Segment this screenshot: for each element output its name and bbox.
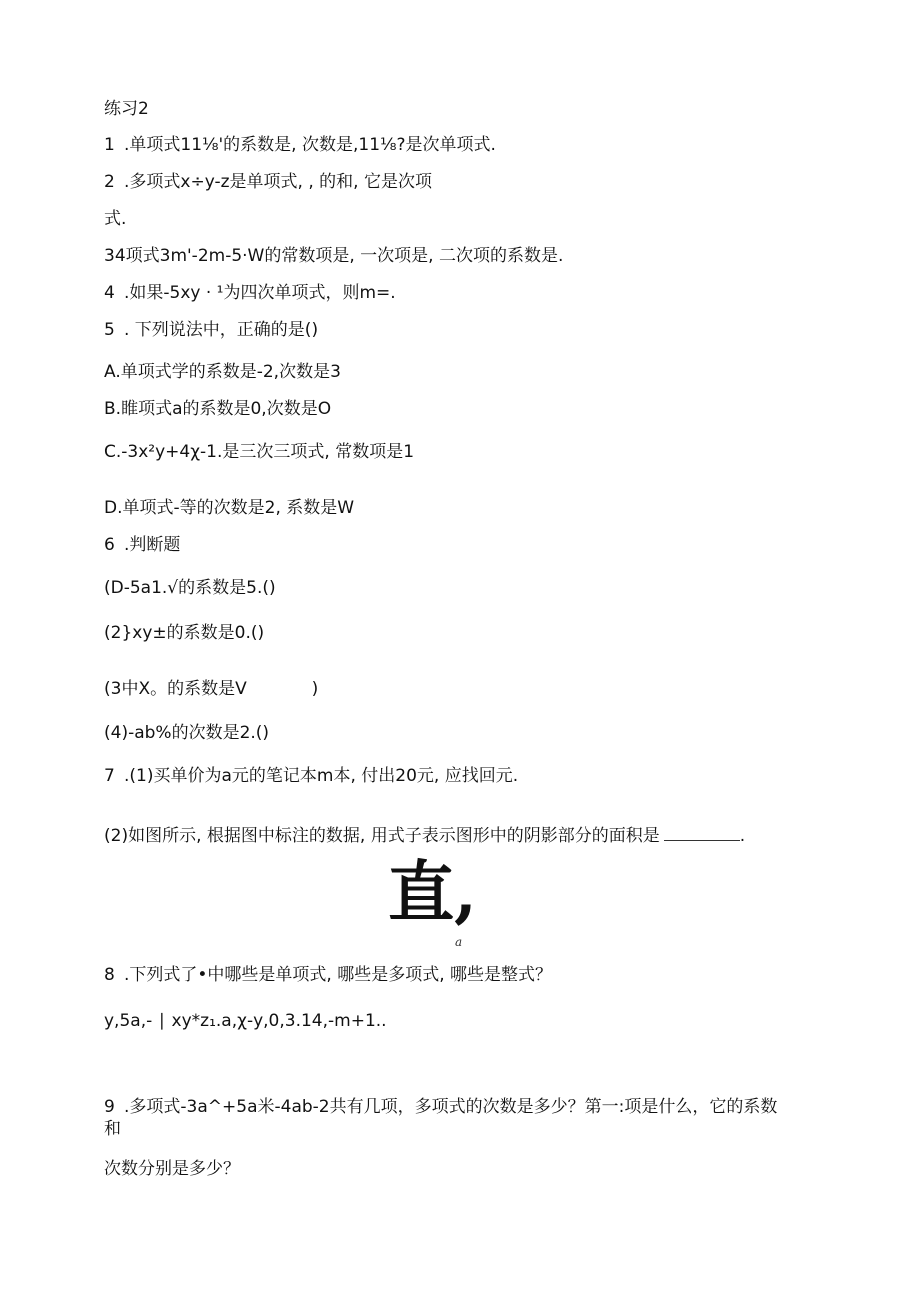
figure-label: a [455,935,463,949]
question-9-continued-2: 次数分别是多少？ [104,1159,240,1179]
exercise-title: 练习2 [104,99,149,119]
option-c: C.-3x²y+4χ-1.是三次三项式, 常数项是1 [104,442,415,462]
question-number: 6 [104,535,115,555]
question-text: .判断题 [124,535,181,555]
question-text: .下列式了•中哪些是单项式, 哪些是多项式, 哪些是整式？ [124,965,553,985]
option-d: D.单项式-等的次数是2, 系数是W [104,498,355,518]
judge-item-4: (4)-ab%的次数是2.() [104,723,270,743]
question-9-continued: 和 [104,1119,121,1139]
option-b: B.睢项式a的系数是0,次数是O [104,399,332,419]
figure-glyph: 直, [388,853,477,931]
question-number: 5 [104,320,115,340]
question-text: .多项式-3a^+5a米-4ab-2共有几项，多项式的次数是多少？第一:项是什么，它的系数 [124,1097,778,1117]
question-text: .多项式x÷y-z是单项式, , 的和, 它是次项 [124,172,432,192]
question-1 [104,134,496,156]
question-text: .单项式11⅛'的系数是, 次数是,11⅛?是次单项式. [124,135,496,155]
expression-list: y,5a,- ∣ xy*z₁.a,χ-y,0,3.14,-m+1.. [104,1011,387,1031]
end-mark: . [739,826,746,846]
question-2 [104,171,432,193]
question-text: . 下列说法中，正确的是() [124,320,319,340]
question-9 [104,1096,777,1118]
question-6 [104,534,180,556]
question-7-part-2 [104,825,745,847]
question-8 [104,964,552,986]
question-number: 2 [104,172,115,192]
answer-blank [664,826,740,841]
question-2-continued: 式. [104,209,127,229]
option-a: A.单项式学的系数是-2,次数是3 [104,362,341,382]
judge-item-1: (D-5a1.√的系数是5.() [104,578,276,598]
question-4 [104,282,396,304]
question-number: 9 [104,1097,115,1117]
question-text: .(1)买单价为a元的笔记本m本, 付出20元, 应找回元. [124,766,519,786]
question-5 [104,319,318,341]
question-text: (2)如图所示, 根据图中标注的数据, 用式子表示图形中的阴影部分的面积是 [104,826,660,846]
judge-item-3: (3中X。的系数是V ) [104,679,319,699]
judge-item-2: (2}xy±的系数是0.() [104,623,265,643]
question-3: 34项式3m'-2m-5·W的常数项是, 一次项是, 二次项的系数是. [104,246,564,266]
question-text: .如果-5xy · ¹为四次单项式，则m=. [124,283,396,303]
question-number: 1 [104,135,115,155]
question-7 [104,765,518,787]
question-number: 8 [104,965,115,985]
question-number: 7 [104,766,115,786]
question-number: 4 [104,283,115,303]
